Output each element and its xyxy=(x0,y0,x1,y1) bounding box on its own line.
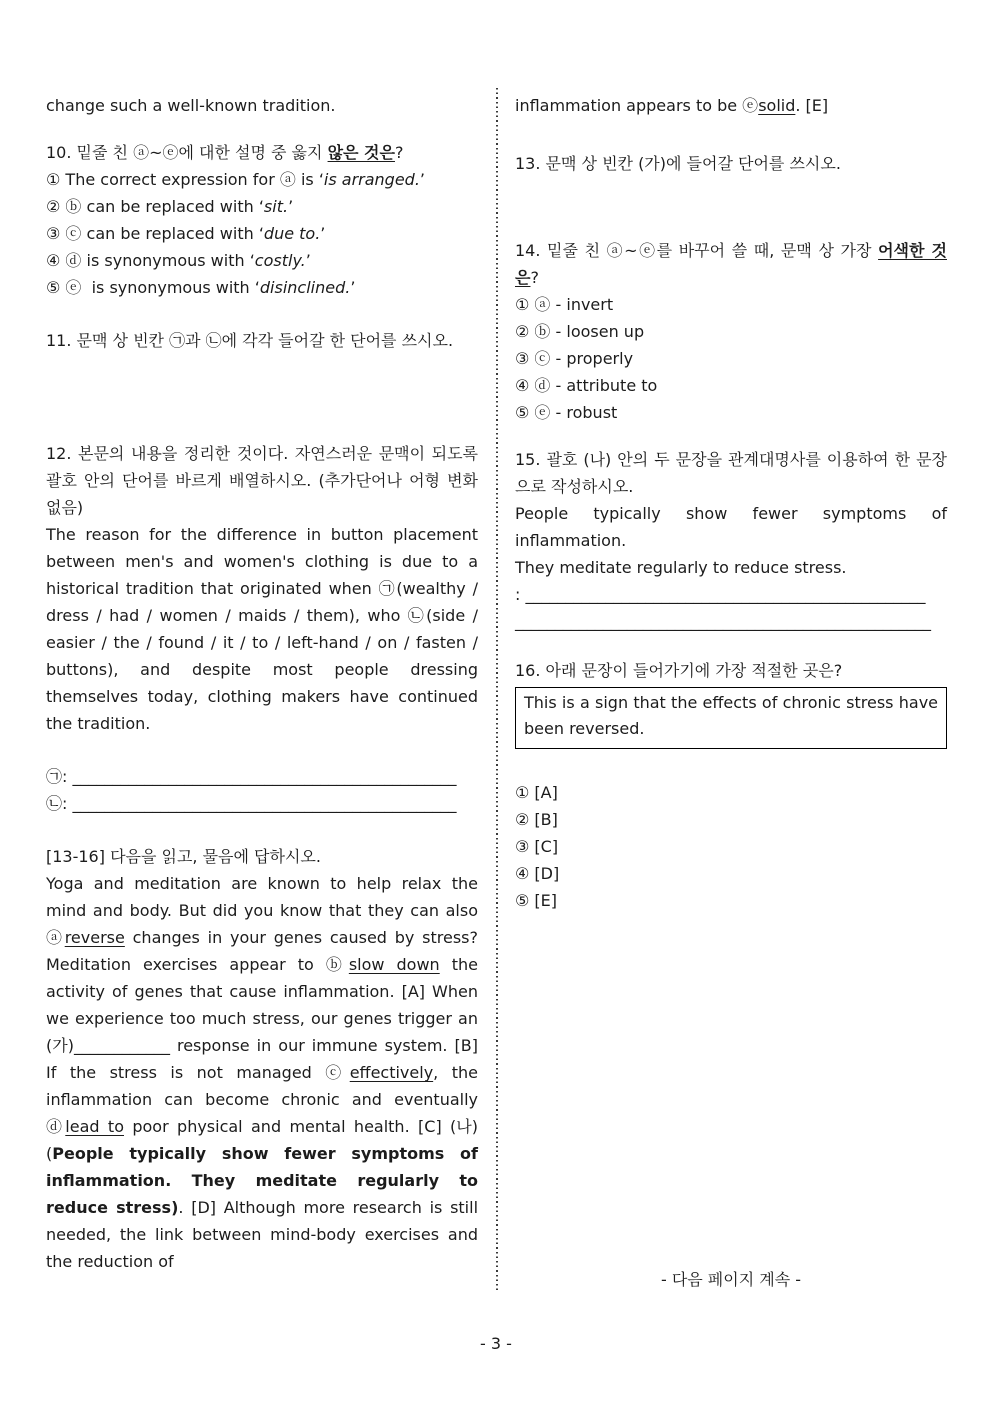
q14-option-1: ① ⓐ - invert xyxy=(515,295,614,314)
q12-stem: 12. 본문의 내용을 정리한 것이다. 자연스러운 문맥이 되도록 괄호 안의 단어를 바르게 배열하시오. (추가단어나 어형 변화 없음) xyxy=(46,444,478,517)
q10-option-4: ④ ⓓ is synonymous with ‘costly.’ xyxy=(46,251,311,270)
q15-answer-blank-2: ____________________________________________________ xyxy=(515,612,931,631)
q12-summary-paragraph: The reason for the difference in button placement between men's and women's clothing is due to a historical tradition that originated when ㉠(wealthy / dress / had / women / maids / them), who ㉡(side / easier / the / found / it / to / left-hand / on / fasten / buttons), and despite most people dressing themselves today, clothing makers have continued the tradition. xyxy=(46,525,478,733)
left-column xyxy=(46,92,478,1275)
q10-stem-post: ? xyxy=(394,143,404,162)
q12-answer-label-1: ㉠: xyxy=(46,767,68,786)
q12-answer-label-2: ㉡: xyxy=(46,794,68,813)
right-column xyxy=(515,92,947,914)
passage-bold-na: People typically show fewer symptoms of inflammation. They meditate regularly to reduce stress) xyxy=(46,1144,478,1217)
passage-13-16: Yoga and meditation are known to help relax the mind and body. But did you know that they can also ⓐreverse changes in your genes caused by stress? Meditation exercises appear to ⓑslow down the activity of genes that cause inflammation. [A] When we experience too much stress, our genes trigger an (가)____________ response in our immune system. [B] If the stress is not managed ⓒeffectively, the inflammation can become chronic and eventually ⓓlead to poor physical and mental health. [C] (나)(People typically show fewer symptoms of inflammation. They meditate regularly to reduce stress). [D] Although more research is still needed, the link between mind-body exercises and the reduction of xyxy=(46,874,479,1271)
q10-option-2: ② ⓑ can be replaced with ‘sit.’ xyxy=(46,197,294,216)
q15-stem: 15. 괄호 (나) 안의 두 문장을 관계대명사를 이용하여 한 문장으로 작성하시오. xyxy=(515,450,947,496)
q12-answer-line-2: ________________________________________________ xyxy=(72,794,457,813)
q16-option-2: ② [B] xyxy=(515,810,558,829)
q14-option-3: ③ ⓒ - properly xyxy=(515,349,634,368)
q16-option-1: ① [A] xyxy=(515,783,558,802)
q12-answer-blank-2 xyxy=(46,790,478,817)
carryover-text: change such a well-known tradition. xyxy=(46,96,336,115)
carryover-passage-end: inflammation appears to be ⓔsolid. [E] xyxy=(515,96,829,115)
question-10 xyxy=(46,139,478,301)
q16-sentence-box xyxy=(515,687,947,749)
question-15 xyxy=(515,446,947,635)
passage-underline-e: solid xyxy=(758,96,796,115)
q14-stem-pre: 14. 밑줄 친 ⓐ~ⓔ를 바꾸어 쓸 때, 문맥 상 가장 xyxy=(515,241,879,260)
column-divider xyxy=(496,88,498,1292)
q16-stem: 16. 아래 문장이 들어가기에 가장 적절한 곳은? xyxy=(515,661,843,680)
q10-stem xyxy=(46,139,478,166)
q15-sentence-1: People typically show fewer symptoms of inflammation. xyxy=(515,504,947,550)
q12-answer-line-1: ________________________________________________ xyxy=(72,767,457,786)
passage-underline-c: effectively xyxy=(349,1063,434,1082)
passage-underline-d: lead to xyxy=(65,1117,124,1136)
q15-answer-blank-1: : __________________________________________________ xyxy=(515,585,926,604)
passage-underline-a: reverse xyxy=(64,928,125,947)
q14-option-4: ④ ⓓ - attribute to xyxy=(515,376,658,395)
q10-stem-pre: 10. 밑줄 친 ⓐ~ⓔ에 대한 설명 중 옳지 xyxy=(46,143,328,162)
q10-option-5: ⑤ ⓔ is synonymous with ‘disinclined.’ xyxy=(46,278,356,297)
q15-sentence-2: They meditate regularly to reduce stress. xyxy=(515,558,847,577)
q10-option-1: ① The correct expression for ⓐ is ‘is arranged.’ xyxy=(46,170,426,189)
page-number: - 3 - xyxy=(480,1334,512,1353)
q12-answer-blank-1 xyxy=(46,763,478,790)
q16-options xyxy=(515,779,947,914)
question-12 xyxy=(46,440,478,817)
q10-option-3: ③ ⓒ can be replaced with ‘due to.’ xyxy=(46,224,326,243)
q16-option-4: ④ [D] xyxy=(515,864,560,883)
question-16 xyxy=(515,657,947,914)
q14-stem xyxy=(515,237,947,291)
q16-boxed-sentence: This is a sign that the effects of chronic stress have been reversed. xyxy=(524,693,938,738)
q14-option-5: ⑤ ⓔ - robust xyxy=(515,403,618,422)
question-14 xyxy=(515,237,947,426)
question-13-stem: 13. 문맥 상 빈칸 (가)에 들어갈 단어를 쓰시오. xyxy=(515,154,841,173)
section-header-13-16: [13-16] 다음을 읽고, 물음에 답하시오. xyxy=(46,847,321,866)
q16-option-5: ⑤ [E] xyxy=(515,891,558,910)
passage-underline-b: slow down xyxy=(348,955,440,974)
question-11-stem: 11. 문맥 상 빈칸 ㉠과 ㉡에 각각 들어갈 한 단어를 쓰시오. xyxy=(46,331,454,350)
q10-stem-emphasis: 않은 것은 xyxy=(327,143,395,162)
q14-option-2: ② ⓑ - loosen up xyxy=(515,322,645,341)
q14-stem-post: ? xyxy=(530,268,539,287)
q14-stem-emphasis: 어색한 것은 xyxy=(515,241,947,287)
continue-note: - 다음 페이지 계속 - xyxy=(660,1270,802,1289)
q16-option-3: ③ [C] xyxy=(515,837,559,856)
